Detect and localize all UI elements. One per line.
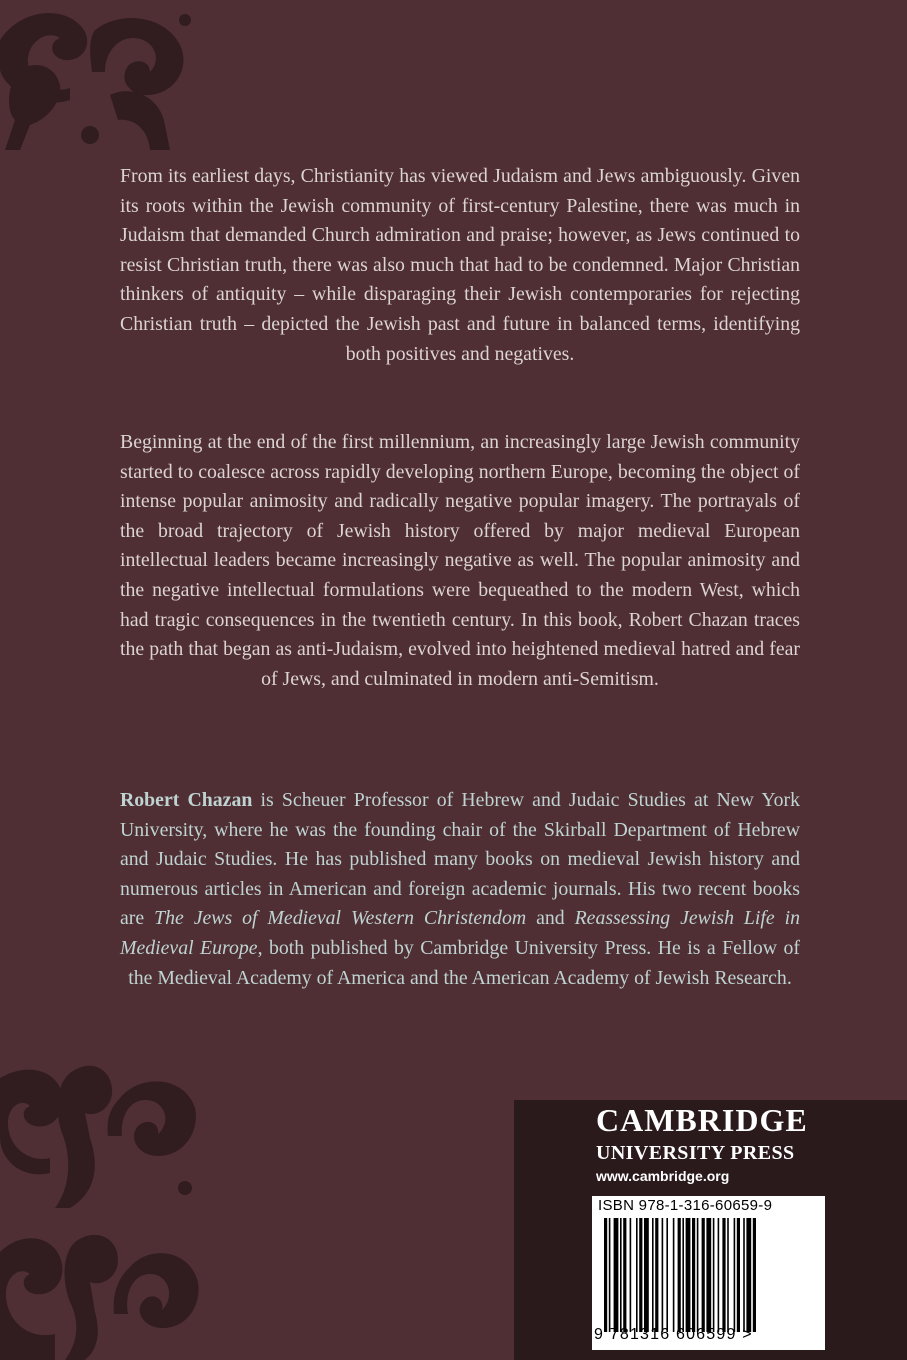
barcode-bar <box>682 1218 684 1332</box>
author-bio-text: is Scheuer Professor of Hebrew and Judaic Studies at New York University, where he was the founding chair of the Skirball Department of Hebrew and Judaic Studies. He has published many books on medieval Jewish history and numerous articles in American and foreign academic journals. His two recent books are <box>120 789 800 930</box>
floral-ornament-middle <box>0 1058 200 1208</box>
barcode-bar <box>753 1218 756 1332</box>
book-title-1: The Jews of Medieval Western Christendom <box>154 907 527 930</box>
barcode-bar <box>620 1218 622 1332</box>
book-title-2: Reassessing Jewish Life in Medieval Europe <box>120 907 801 959</box>
publisher-url: www.cambridge.org <box>596 1168 730 1184</box>
barcode-bar <box>666 1218 668 1332</box>
barcode-bar <box>722 1218 725 1332</box>
barcode-bar <box>609 1218 611 1332</box>
barcode-bar <box>623 1218 626 1332</box>
author-bio-text: and <box>526 907 575 930</box>
isbn-barcode <box>592 1196 825 1350</box>
barcode-bar <box>706 1218 711 1332</box>
barcode-bar <box>639 1218 642 1332</box>
barcode-bar <box>718 1218 720 1332</box>
barcode-bar <box>727 1218 729 1332</box>
barcode-bar <box>630 1218 632 1332</box>
isbn-label: ISBN 978-1-316-60659-9 <box>598 1197 773 1214</box>
barcode-bar <box>652 1218 654 1332</box>
barcode-bar <box>655 1218 658 1332</box>
barcode-bar <box>604 1218 607 1332</box>
barcode-digits: 9 781316 606599 > <box>594 1326 753 1343</box>
barcode-bar <box>746 1218 751 1332</box>
barcode-bar <box>644 1218 649 1332</box>
barcode-bar <box>713 1218 715 1332</box>
barcode-bar <box>614 1218 619 1332</box>
barcode-bars <box>602 1218 802 1332</box>
blurb-paragraph-1: From its earliest days, Christianity has viewed Judaism and Jews ambiguously. Given its roots within the Jewish community of first-century Palestine, there was much in Judaism that demanded Church admiration and praise; however, as Jews continued to resist Christian truth, there was also much that had to be condemned. Major Christian thinkers of antiquity – while disparaging their Jewish contemporaries for rejecting Christian truth – depicted the Jewish past and future in balanced terms, identifying both positives and negatives. <box>120 165 800 365</box>
barcode-bar <box>686 1218 691 1332</box>
barcode-bar <box>737 1218 740 1332</box>
barcode-bar <box>636 1218 638 1332</box>
barcode-bar <box>678 1218 681 1332</box>
barcode-bar <box>702 1218 705 1332</box>
barcode-bar <box>692 1218 695 1332</box>
floral-ornament-top <box>0 0 200 150</box>
publisher-panel <box>514 1100 907 1360</box>
publisher-logo-subtitle: UNIVERSITY PRESS <box>596 1142 795 1164</box>
publisher-logo-name: CAMBRIDGE <box>596 1102 808 1138</box>
author-bio-text: , both published by Cambridge University Press. He is a Fellow of the Medieval Academy of America and the American Academy of Jewish Research. <box>128 936 801 989</box>
barcode-bar <box>662 1218 664 1332</box>
author-name: Robert Chazan <box>120 789 253 811</box>
barcode-bar <box>673 1218 675 1332</box>
barcode-bar <box>743 1218 745 1332</box>
floral-ornament-bottom <box>0 1222 200 1360</box>
barcode-bar <box>734 1218 736 1332</box>
barcode-bar <box>697 1218 699 1332</box>
blurb-paragraph-2: Beginning at the end of the first millennium, an increasingly large Jewish community started to coalesce across rapidly developing northern Europe, becoming the object of intense popular animosity and radically negative popular imagery. The portrayals of the broad trajectory of Jewish history offered by major medieval European intellectual leaders became increasingly negative as well. The popular animosity and the negative intellectual formulations were bequeathed to the modern West, which had tragic consequences in the twentieth century. In this book, Robert Chazan traces the path that began as anti-Judaism, evolved into heightened medieval hatred and fear of Jews, and culminated in modern anti-Semitism. <box>120 431 800 690</box>
author-bio <box>120 786 800 993</box>
